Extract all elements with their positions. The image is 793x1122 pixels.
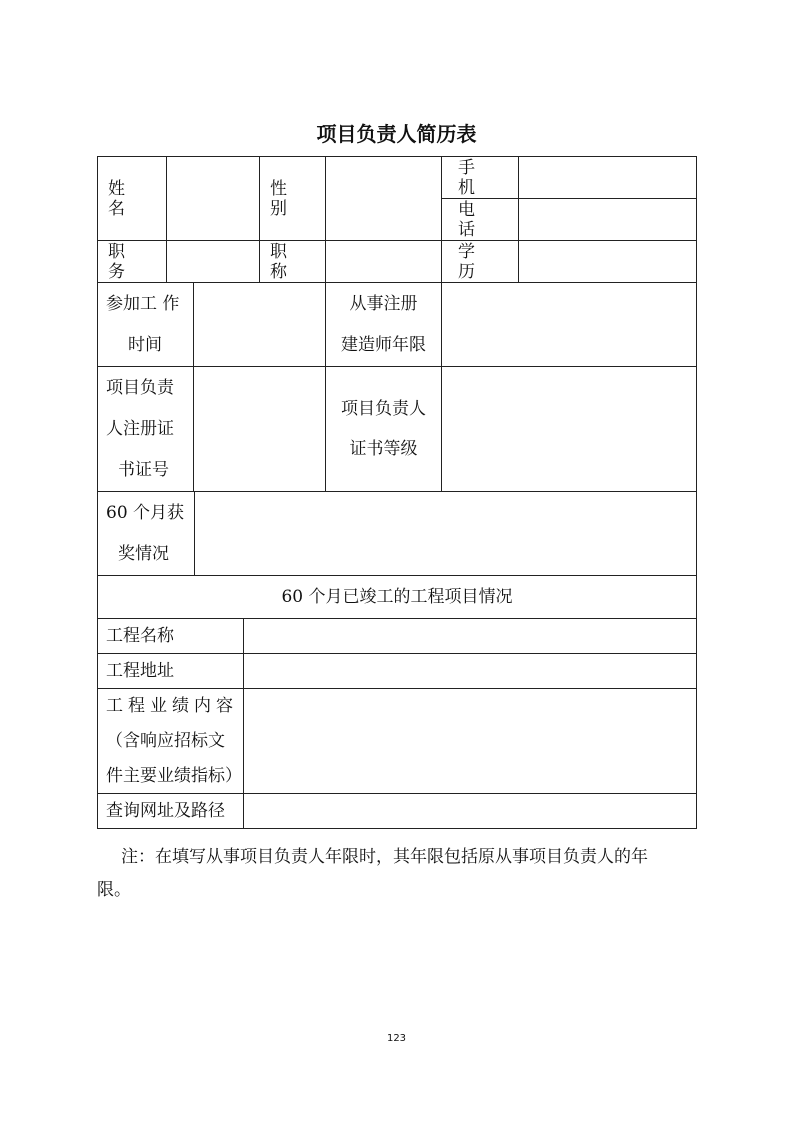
query-url-label: 查询网址及路径 — [97, 793, 244, 829]
project-address-field[interactable] — [243, 653, 697, 689]
awards-label: 60 个月获 奖情况 — [97, 491, 195, 576]
project-performance-field[interactable] — [243, 688, 697, 794]
name-field[interactable] — [166, 156, 260, 241]
engineer-years-field[interactable] — [441, 282, 697, 367]
cert-level-label: 项目负责人 证书等级 — [325, 366, 442, 492]
project-name-field[interactable] — [243, 618, 697, 654]
projects-section-header: 60 个月已竣工的工程项目情况 — [97, 575, 697, 619]
mobile-field[interactable] — [518, 156, 697, 199]
phone-label: 电 话 — [441, 198, 519, 241]
note-text: 注：在填写从事项目负责人年限时，其年限包括原从事项目负责人的年 — [121, 847, 648, 867]
education-label: 学 历 — [441, 240, 519, 283]
cert-no-field[interactable] — [193, 366, 326, 492]
page-title: 项目负责人简历表 — [316, 122, 477, 146]
position-field[interactable] — [166, 240, 260, 283]
education-field[interactable] — [518, 240, 697, 283]
name-label: 姓 名 — [97, 156, 167, 241]
project-performance-label: 工程业绩内容 （含响应招标文 件主要业绩指标） — [97, 688, 244, 794]
title-rank-label: 职 称 — [259, 240, 326, 283]
phone-field[interactable] — [518, 198, 697, 241]
note-text-continued: 限。 — [97, 880, 131, 900]
work-start-field[interactable] — [193, 282, 326, 367]
project-name-label: 工程名称 — [97, 618, 244, 654]
page-number: 123 — [386, 1033, 407, 1044]
query-url-field[interactable] — [243, 793, 697, 829]
position-label: 职 务 — [97, 240, 167, 283]
gender-field[interactable] — [325, 156, 442, 241]
cert-no-label: 项目负责 人注册证 书证号 — [97, 366, 194, 492]
awards-field[interactable] — [194, 491, 697, 576]
title-rank-field[interactable] — [325, 240, 442, 283]
work-start-label: 参加工 作 时间 — [97, 282, 194, 367]
gender-label: 性 别 — [259, 156, 326, 241]
project-address-label: 工程地址 — [97, 653, 244, 689]
mobile-label: 手 机 — [441, 156, 519, 199]
cert-level-field[interactable] — [441, 366, 697, 492]
engineer-years-label: 从事注册 建造师年限 — [325, 282, 442, 367]
